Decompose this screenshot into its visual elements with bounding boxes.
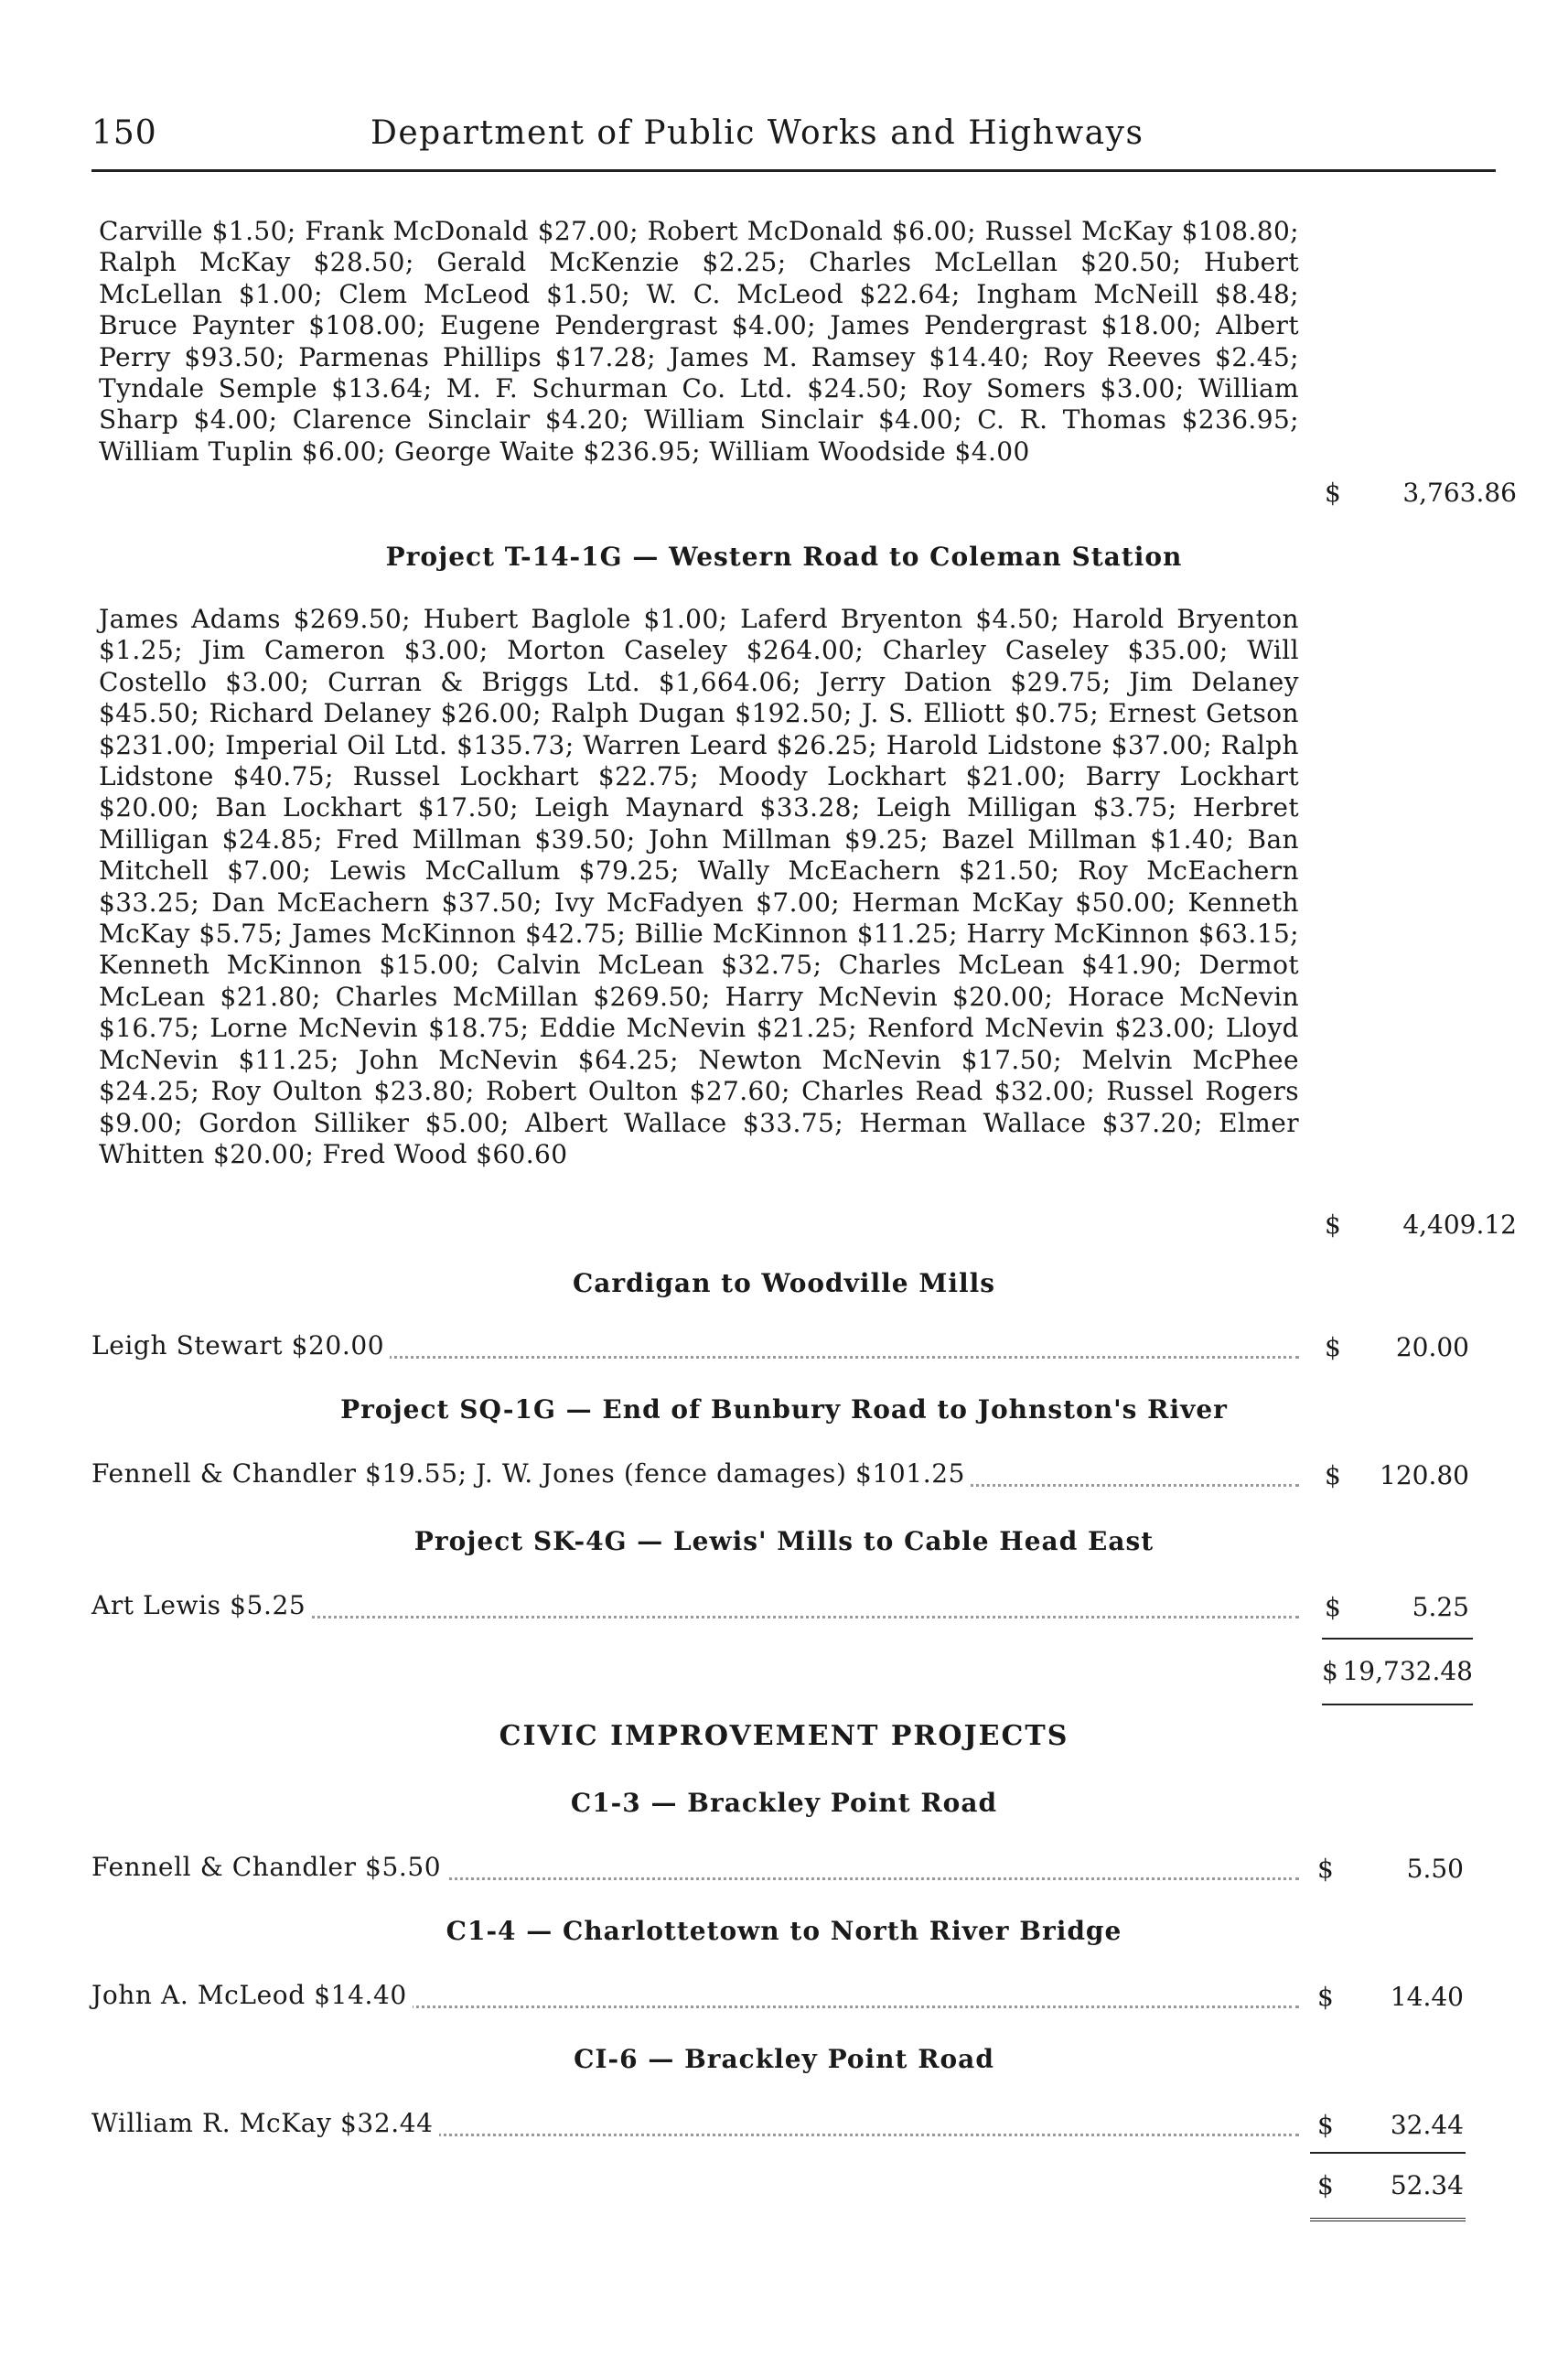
currency-sign: $: [1325, 478, 1341, 508]
currency-sign: $: [1325, 1332, 1341, 1362]
c14-entry: John A. McLeod $14.40: [91, 1980, 413, 2010]
section-heading-t14: Project T-14-1G — Western Road to Coleman Station: [385, 542, 1183, 572]
sq1g-entry: Fennell & Chandler $19.55; J. W. Jones (fence damages) $101.25: [91, 1458, 971, 1489]
sq1g-row: [91, 1458, 1299, 1491]
section-heading-ci6: CI-6 — Brackley Point Road: [574, 2044, 994, 2074]
currency-sign: $: [1325, 1460, 1341, 1490]
running-title: Department of Public Works and Highways: [371, 114, 1144, 152]
amount-value: 32.44: [1390, 2110, 1464, 2140]
currency-sign: $: [1325, 1210, 1341, 1240]
section-heading-c13: C1-3 — Brackley Point Road: [570, 1788, 998, 1818]
ci6-row: [91, 2108, 1299, 2141]
subtotal-rule: [1322, 1638, 1473, 1640]
amount-value: 52.34: [1390, 2170, 1464, 2200]
currency-sign: $: [1322, 1656, 1338, 1686]
amount-value: 120.80: [1380, 1460, 1469, 1490]
page-header: [91, 114, 1224, 169]
civic-heading: CIVIC IMPROVEMENT PROJECTS: [499, 1720, 1069, 1752]
subtotal-underline: [1322, 1704, 1473, 1705]
cardigan-entry: Leigh Stewart $20.00: [91, 1330, 390, 1360]
civic-total-amount: [1317, 2170, 1464, 2200]
ci6-amount: [1317, 2110, 1464, 2140]
amount-value: 5.25: [1412, 1592, 1469, 1622]
continued-text: Carville $1.50; Frank McDonald $27.00; Robert McDonald $6.00; Russel McKay $108.80; Ralph McKay $28.50; Gerald McKenzie $2.25; Charles McLellan $20.50; Hubert McLellan $1.00; Clem McLeod $1.50; W. C. McLeod $22.64; Ingham McNeill $8.48; Bruce Paynter $108.00; Eugene Pendergrast $4.00; James Pendergrast $18.00; Albert Perry $93.50; Parmenas Phillips $17.28; James M. Ramsey $14.40; Roy Reeves $2.45; Tyndale Semple $13.64; M. F. Schurman Co. Ltd. $24.50; Roy Somers $3.00; William Sharp $4.00; Clarence Sinclair $4.20; William Sinclair $4.00; C. R. Thomas $236.95; William Tuplin $6.00; George Waite $236.95; William Woodside $4.00: [99, 216, 1299, 467]
c14-amount: [1317, 1982, 1464, 2012]
total-rule: [1310, 2152, 1466, 2154]
amount-value: 4,409.12: [1402, 1210, 1517, 1240]
c14-row: [91, 1980, 1299, 2013]
ci6-entry: William R. McKay $32.44: [91, 2108, 439, 2138]
currency-sign: $: [1317, 2110, 1334, 2140]
header-rule: [91, 169, 1496, 172]
currency-sign: $: [1317, 2170, 1334, 2200]
sk4g-entry: Art Lewis $5.25: [91, 1590, 311, 1620]
subtotal-amount: [1322, 1656, 1473, 1686]
t14-text: James Adams $269.50; Hubert Baglole $1.00; Laferd Bryenton $4.50; Harold Bryenton $1.25; Jim Cameron $3.00; Morton Caseley $264.00; Charley Caseley $35.00; Will Costello $3.00; Curran & Briggs Ltd. $1,664.06; Jerry Dation $29.75; Jim Delaney $45.50; Richard Delaney $26.00; Ralph Dugan $192.50; J. S. Elliott $0.75; Ernest Getson $231.00; Imperial Oil Ltd. $135.73; Warren Leard $26.25; Harold Lidstone $37.00; Ralph Lidstone $40.75; Russel Lockhart $22.75; Moody Lockhart $21.00; Barry Lockhart $20.00; Ban Lockhart $17.50; Leigh Maynard $33.28; Leigh Milligan $3.75; Herbret Milligan $24.85; Fred Millman $39.50; John Millman $9.25; Bazel Millman $1.40; Ban Mitchell $7.00; Lewis McCallum $79.25; Wally McEachern $21.50; Roy McEachern $33.25; Dan McEachern $37.50; Ivy McFadyen $7.00; Herman McKay $50.00; Kenneth McKay $5.75; James McKinnon $42.75; Billie McKinnon $11.25; Harry McKinnon $63.15; Kenneth McKinnon $15.00; Calvin McLean $32.75; Charles McLean $41.90; Dermot McLean $21.80; Charles McMillan $269.50; Harry McNevin $20.00; Horace McNevin $16.75; Lorne McNevin $18.75; Eddie McNevin $21.25; Renford McNevin $23.00; Lloyd McNevin $11.25; John McNevin $64.25; Newton McNevin $17.50; Melvin McPhee $24.25; Roy Oulton $23.80; Robert Oulton $27.60; Charles Read $32.00; Russel Rogers $9.00; Gordon Silliker $5.00; Albert Wallace $33.75; Herman Wallace $37.20; Elmer Whitten $20.00; Fred Wood $60.60: [99, 604, 1299, 1169]
page-number: 150: [91, 114, 157, 152]
amount-value: 5.50: [1406, 1854, 1464, 1884]
currency-sign: $: [1317, 1982, 1334, 2012]
section-heading-c14: C1-4 — Charlottetown to North River Bridge: [446, 1916, 1122, 1946]
c13-row: [91, 1852, 1299, 1885]
sk4g-row: [91, 1590, 1299, 1623]
continued-paragraph: [99, 216, 1299, 468]
t14-paragraph: [99, 604, 1299, 1170]
c13-entry: Fennell & Chandler $5.50: [91, 1852, 446, 1882]
currency-sign: $: [1325, 1592, 1341, 1622]
section-heading-sk4g: Project SK-4G — Lewis' Mills to Cable Head East: [413, 1526, 1155, 1556]
sk4g-amount: [1325, 1592, 1469, 1622]
currency-sign: $: [1317, 1854, 1334, 1884]
continued-amount: [1325, 478, 1517, 508]
amount-value: 3,763.86: [1402, 478, 1517, 508]
section-heading-sq1g: Project SQ-1G — End of Bunbury Road to Johnston's River: [340, 1394, 1228, 1425]
amount-value: 20.00: [1395, 1332, 1469, 1362]
amount-value: 19,732.48: [1342, 1656, 1473, 1686]
section-heading-cardigan: Cardigan to Woodville Mills: [572, 1268, 996, 1298]
cardigan-row: [91, 1330, 1299, 1363]
amount-value: 14.40: [1390, 1982, 1464, 2012]
cardigan-amount: [1325, 1332, 1469, 1362]
c13-amount: [1317, 1854, 1464, 1884]
sq1g-amount: [1325, 1460, 1469, 1490]
t14-amount: [1325, 1210, 1517, 1240]
total-double-rule: [1310, 2218, 1466, 2221]
